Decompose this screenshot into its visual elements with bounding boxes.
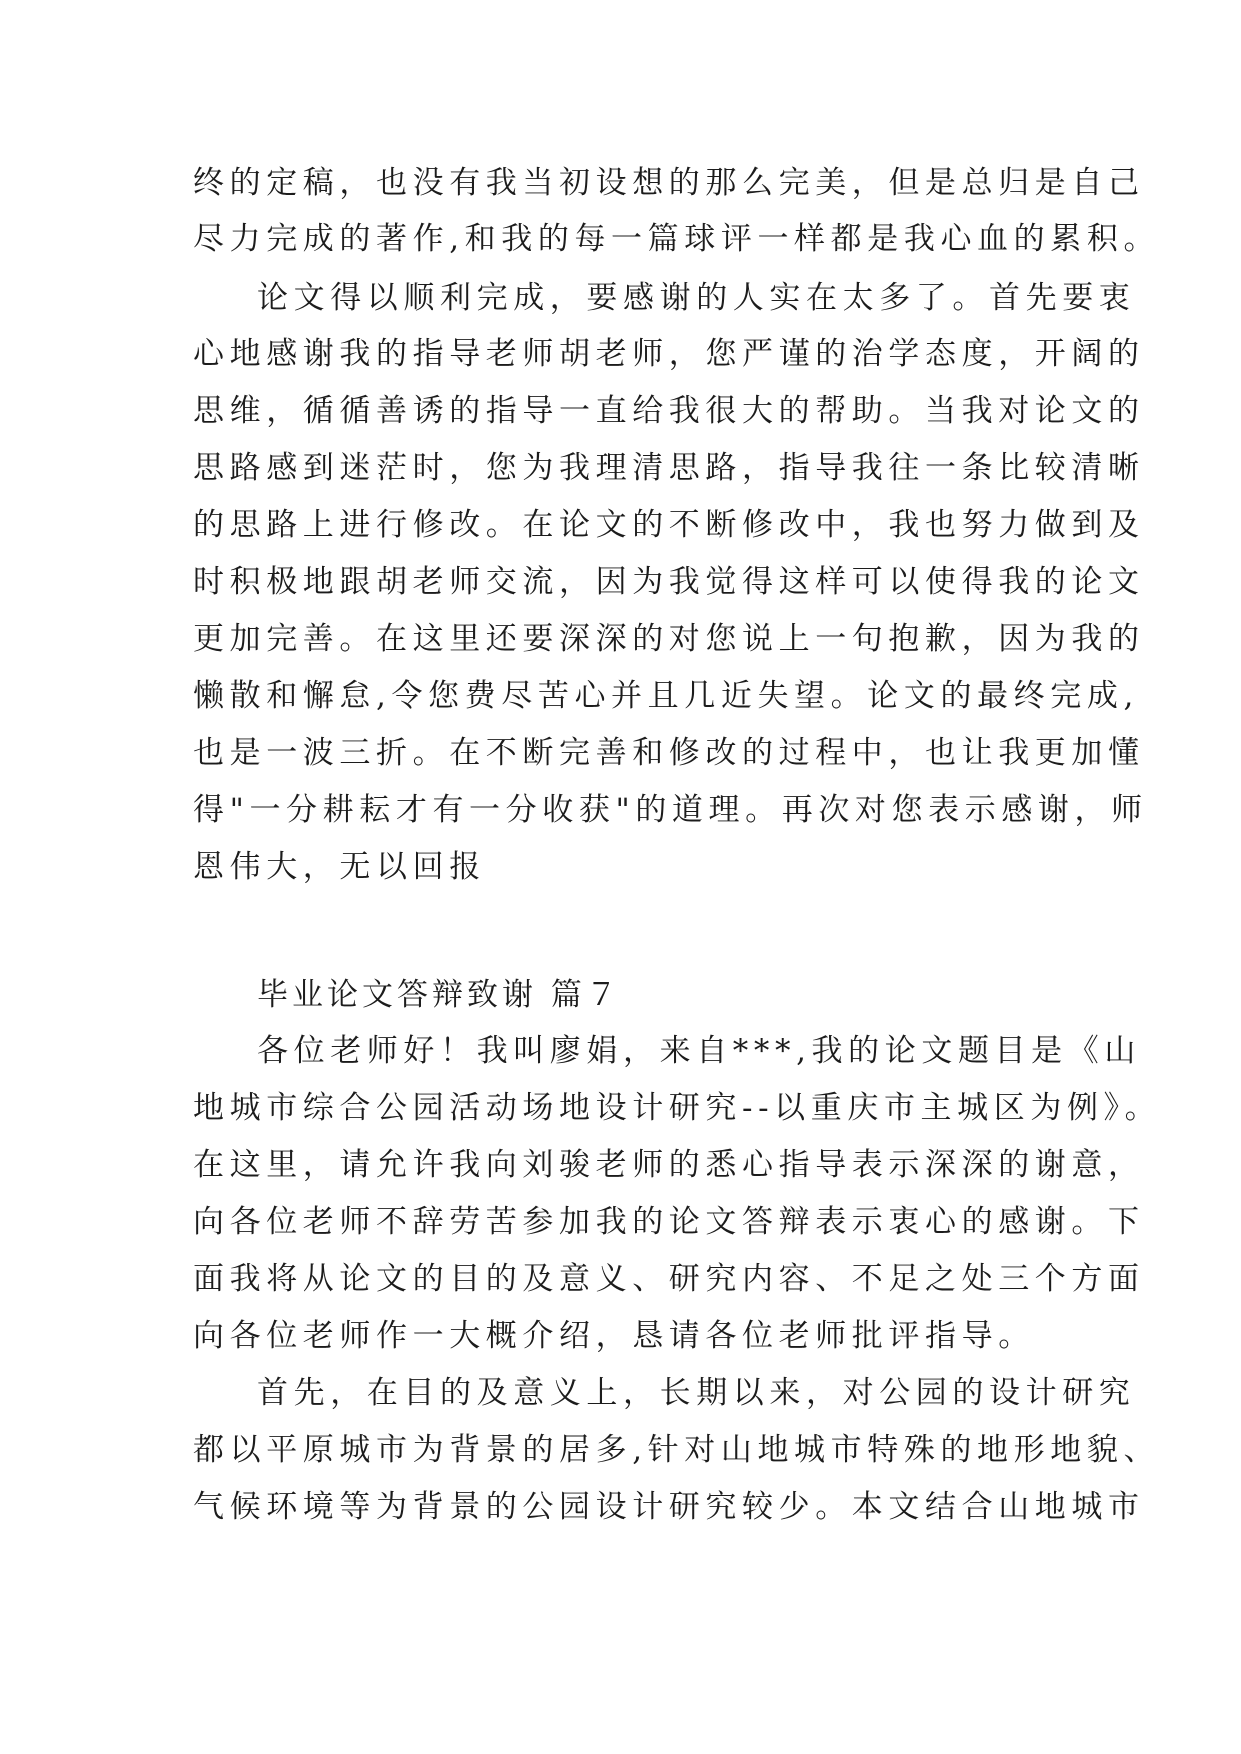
paragraph-line: 向各位老师不辞劳苦参加我的论文答辩表示衷心的感谢。下: [193, 1204, 1145, 1240]
paragraph-line: 也是一波三折。在不断完善和修改的过程中，也让我更加懂: [193, 735, 1145, 771]
paragraph-line: 的思路上进行修改。在论文的不断修改中，我也努力做到及: [193, 507, 1145, 543]
paragraph-line: 时积极地跟胡老师交流，因为我觉得这样可以使得我的论文: [193, 564, 1145, 600]
paragraph-line: 思维，循循善诱的指导一直给我很大的帮助。当我对论文的: [193, 393, 1145, 429]
paragraph-line: 心地感谢我的指导老师胡老师，您严谨的治学态度，开阔的: [193, 336, 1145, 372]
paragraph-line: 得"一分耕耘才有一分收获"的道理。再次对您表示感谢，师: [193, 792, 1148, 828]
paragraph-first-line: 各位老师好！我叫廖娟，来自***,我的论文题目是《山: [257, 1033, 1141, 1069]
paragraph-line: 都以平原城市为背景的居多,针对山地城市特殊的地形地貌、: [193, 1432, 1161, 1468]
paragraph-line: 懒散和懈怠,令您费尽苦心并且几近失望。论文的最终完成,: [193, 678, 1139, 714]
paragraph-line: 地城市综合公园活动场地设计研究--以重庆市主城区为例》。: [193, 1090, 1162, 1126]
paragraph-line: 终的定稿，也没有我当初设想的那么完美，但是总归是自己: [193, 165, 1145, 201]
paragraph-line: 恩伟大，无以回报: [193, 849, 486, 885]
section-heading: 毕业论文答辩致谢 篇７: [257, 977, 621, 1013]
paragraph-line: 向各位老师作一大概介绍，恳请各位老师批评指导。: [193, 1318, 1035, 1354]
paragraph-line: 面我将从论文的目的及意义、研究内容、不足之处三个方面: [193, 1261, 1145, 1297]
paragraph-line: 尽力完成的著作,和我的每一篇球评一样都是我心血的累积。: [193, 221, 1161, 257]
paragraph-first-line: 论文得以顺利完成，要感谢的人实在太多了。首先要衷: [257, 280, 1136, 316]
paragraph-first-line: 首先，在目的及意义上，长期以来，对公园的设计研究: [257, 1375, 1136, 1411]
paragraph-line: 更加完善。在这里还要深深的对您说上一句抱歉，因为我的: [193, 621, 1145, 657]
paragraph-line: 气候环境等为背景的公园设计研究较少。本文结合山地城市: [193, 1489, 1145, 1525]
paragraph-line: 在这里，请允许我向刘骏老师的悉心指导表示深深的谢意，: [193, 1147, 1145, 1183]
paragraph-line: 思路感到迷茫时，您为我理清思路，指导我往一条比较清晰: [193, 450, 1145, 486]
